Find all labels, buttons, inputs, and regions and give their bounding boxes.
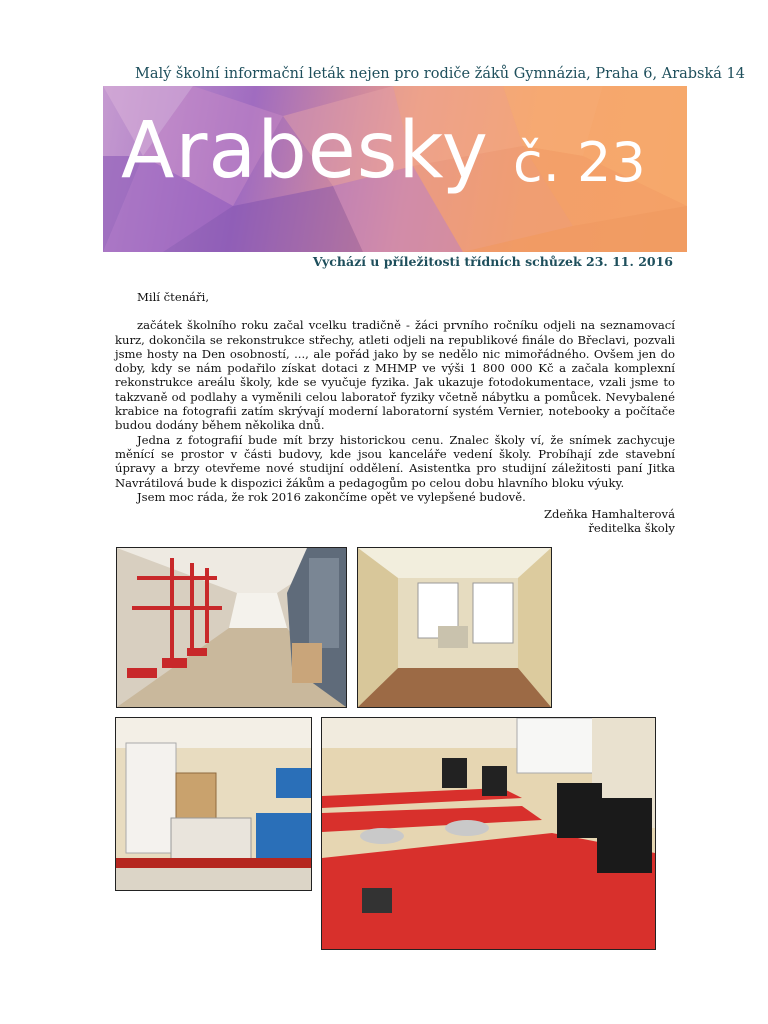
physics-lab-photo	[321, 717, 656, 950]
letter-salutation: Milí čtenáři,	[137, 290, 210, 304]
letter-paragraph: Jsem moc ráda, že rok 2016 zakončíme opět ve vylepšené budově.	[137, 489, 526, 504]
unpacked-boxes-photo	[115, 717, 312, 891]
signature-block	[544, 507, 675, 536]
issue-date-line: Vychází u příležitosti třídních schůzek 23. 11. 2016	[312, 254, 673, 269]
signature-role: ředitelka školy	[588, 521, 675, 536]
corridor-furniture-photo	[116, 547, 347, 708]
editorial-letter	[115, 290, 675, 504]
letter-paragraph: začátek školního roku začal vcelku tradičně - žáci prvního ročníku odjeli na seznamovací kurz, dokončila se rekonstrukce střechy, atleti odjeli na republikové finále do Břeclavi, pozvali jsme hosty na Den osobností, ..., ale pořád jako by se nedělo nic mimořádného. Ovšem jen do doby, kdy se nám podařilo získat dotaci z MHMP ve výši 1 800 000 Kč a začala komplexní rekonstrukce areálu školy, kde se vyučuje fyzika. Jak ukazuje fotodokumentace, vzali jsme to takzvaně od podlahy a vyměnili celou laboratoř fyziky včetně nábytku a pomůcek. Nevybalené krabice na fotografii zatím skrývají moderní laboratorní systém Vernier, notebooky a počítače budou dodány během několika dnů.	[115, 318, 675, 433]
letter-paragraph: Jedna z fotografií bude mít brzy historickou cenu. Znalec školy ví, že snímek zachycuje měnící se prostor v části budovy, kde jsou kanceláře vedení školy. Probíhají zde stavební úpravy a brzy otevřeme nové studijní oddělení. Asistentka pro studijní záležitosti paní Jitka Navrátilová bude k dispozici žákům a pedagogům po celou dobu hlavního bloku výuky.	[115, 432, 675, 490]
masthead-banner	[103, 86, 687, 252]
issue-number: č. 23	[513, 131, 646, 194]
signature-name: Zdeňka Hamhalterová	[543, 507, 675, 521]
newsletter-title: Arabesky	[121, 106, 489, 196]
renovated-room-photo	[357, 547, 552, 708]
newsletter-tagline: Malý školní informační leták nejen pro rodiče žáků Gymnázia, Praha 6, Arabská 14	[135, 66, 745, 82]
